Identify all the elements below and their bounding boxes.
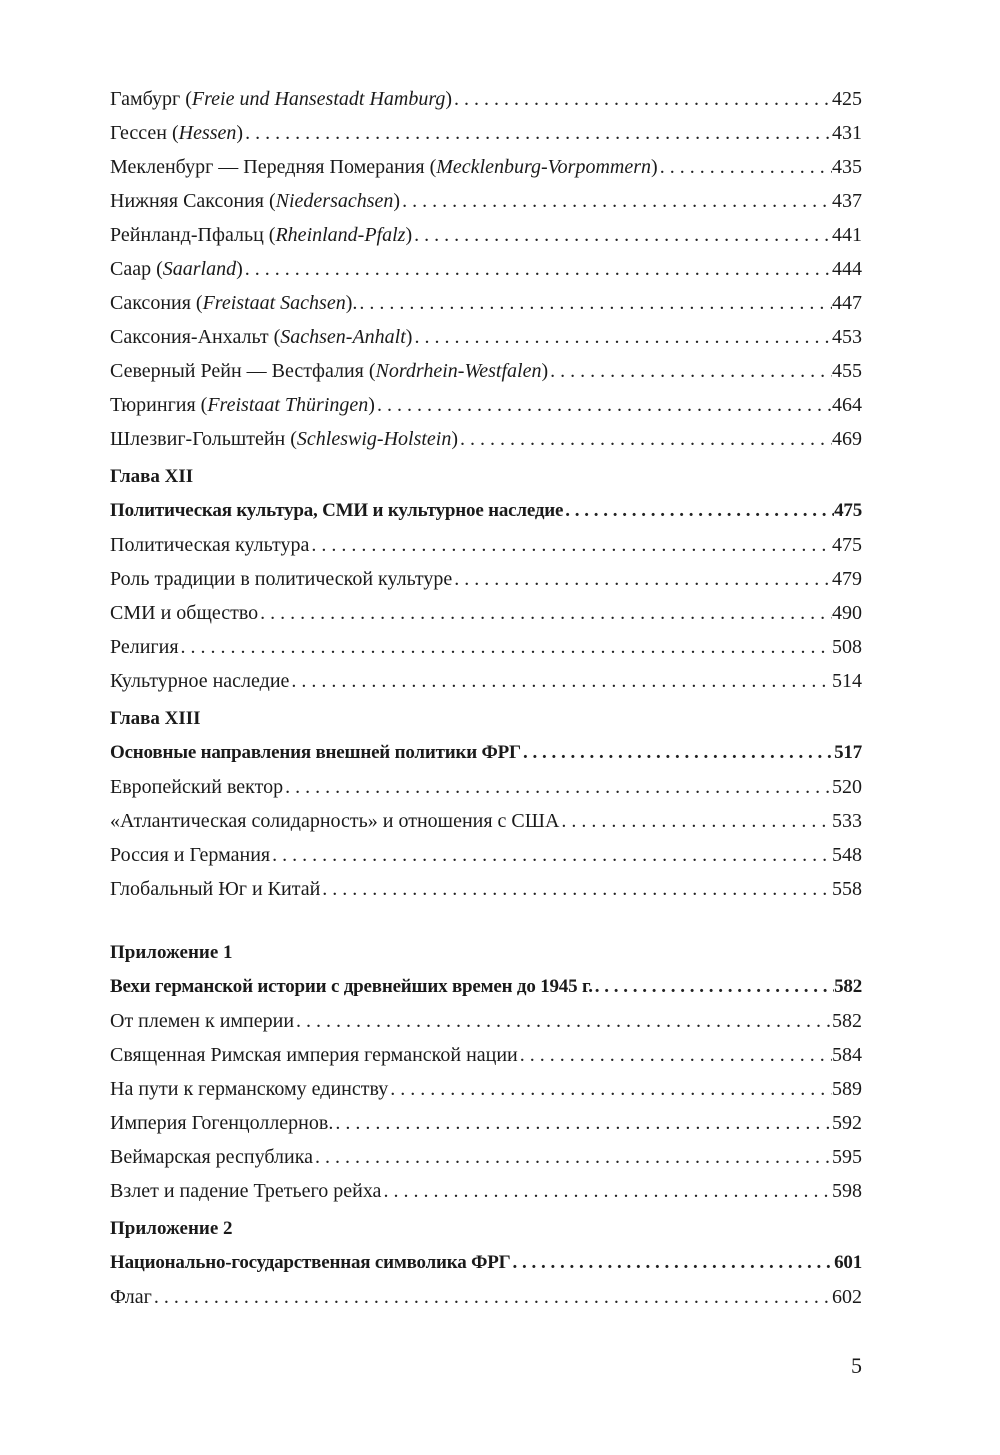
toc-entry-title — [110, 1072, 388, 1106]
toc-entry-title — [110, 838, 270, 872]
entry-original-name: Hessen — [178, 122, 237, 144]
entry-title-close: ) — [405, 224, 413, 246]
section-heading: Глава XII — [110, 466, 194, 487]
toc-page-number: 447 — [832, 292, 862, 314]
entry-original-name: Mecklenburg-Vorpommern — [436, 156, 652, 178]
entry-title-text: Нижняя Саксония ( — [110, 190, 276, 212]
dot-leader — [243, 252, 832, 286]
dot-leader — [320, 872, 832, 906]
toc-entry-title — [110, 970, 593, 1004]
dot-leader — [521, 736, 834, 770]
toc-entry-title — [110, 422, 458, 456]
entry-title-close: ) — [651, 156, 658, 178]
toc-entry — [110, 422, 862, 456]
entry-title-text: Веймарская республика — [110, 1146, 314, 1168]
toc-page-number: 444 — [832, 258, 862, 280]
entry-title-text: Северный Рейн — Вестфалия ( — [110, 360, 376, 382]
entry-title-text: Религия — [110, 636, 179, 658]
toc-entry — [110, 1174, 862, 1208]
section-heading: Приложение 2 — [110, 1218, 233, 1239]
toc-entry — [110, 320, 862, 354]
entry-title-text: Глобальный Юг и Китай — [110, 878, 321, 900]
entry-title-close: ) — [393, 190, 401, 212]
toc-entry — [110, 1106, 862, 1140]
toc-page-number: 490 — [832, 602, 862, 624]
toc-page-number: 548 — [832, 844, 862, 866]
toc-entry — [110, 596, 862, 630]
entry-title-text: От племен к империи — [110, 1010, 295, 1032]
entry-title-text: Основные направления внешней политики ФРГ — [110, 742, 521, 763]
toc-entry-title — [110, 1004, 294, 1038]
toc-entry-title — [110, 218, 412, 252]
dot-leader — [511, 1246, 835, 1280]
toc-chapter-title — [110, 736, 862, 770]
toc-page-number: 425 — [832, 88, 862, 110]
toc-entry-title — [110, 116, 243, 150]
entry-title-text: СМИ и общество — [110, 602, 259, 624]
toc-entry — [110, 388, 862, 422]
entry-title-text: Шлезвиг-Гольштейн ( — [110, 428, 297, 450]
toc-entry-title — [110, 184, 400, 218]
toc-entry — [110, 872, 862, 906]
toc-page-number: 584 — [832, 1044, 862, 1066]
toc-entry-title — [110, 1140, 313, 1174]
dot-leader — [179, 630, 832, 664]
toc-entry-title — [110, 354, 548, 388]
dot-leader — [548, 354, 832, 388]
dot-leader — [283, 770, 832, 804]
toc-page-number: 582 — [834, 976, 862, 997]
toc-entry-title — [110, 320, 412, 354]
toc-entry — [110, 184, 862, 218]
toc-chapter-title — [110, 970, 862, 1004]
entry-title-close: ) — [451, 428, 459, 450]
dot-leader — [452, 562, 832, 596]
entry-title-text: Флаг — [110, 1286, 152, 1308]
toc-entry — [110, 1072, 862, 1106]
dot-leader — [559, 804, 832, 838]
entry-title-text: Роль традиции в политической культуре — [110, 568, 453, 590]
dot-leader — [258, 596, 832, 630]
dot-leader — [658, 150, 832, 184]
toc-entry-title — [110, 664, 289, 698]
toc-page-number: 592 — [832, 1112, 862, 1134]
entry-original-name: Saarland — [162, 258, 237, 280]
toc-entry — [110, 354, 862, 388]
toc-page-number: 479 — [832, 568, 862, 590]
toc-page-number: 533 — [832, 810, 862, 832]
toc-entry — [110, 1038, 862, 1072]
toc-entry-title — [110, 82, 452, 116]
toc-chapter-title — [110, 1246, 862, 1280]
entry-title-text: Культурное наследие — [110, 670, 290, 692]
entry-title-text: Национально-государственная символика ФРГ — [110, 1252, 511, 1273]
toc-page-number: 469 — [832, 428, 862, 450]
toc-entry-title — [110, 528, 309, 562]
toc-page-number: 598 — [832, 1180, 862, 1202]
toc-entry-title — [110, 252, 243, 286]
entry-title-text: Политическая культура — [110, 534, 310, 556]
toc-page-number: 475 — [834, 500, 862, 521]
toc-page-number: 453 — [832, 326, 862, 348]
entry-title-text: Тюрингия ( — [110, 394, 208, 416]
toc-page-number: 455 — [832, 360, 862, 382]
toc-entry — [110, 838, 862, 872]
table-of-contents — [110, 82, 862, 1314]
entry-title-close: ) — [445, 88, 453, 110]
toc-entry-title — [110, 1280, 152, 1314]
toc-page-number: 517 — [834, 742, 862, 763]
toc-page-number: 589 — [832, 1078, 862, 1100]
dot-leader — [243, 116, 832, 150]
entry-title-text: «Атлантическая солидарность» и отношения с США — [110, 810, 560, 832]
toc-entry — [110, 218, 862, 252]
toc-entry-title — [110, 388, 375, 422]
page-number: 5 — [851, 1353, 862, 1378]
entry-title-text: Европейский вектор — [110, 776, 284, 798]
toc-entry-title — [110, 770, 283, 804]
dot-leader — [458, 422, 832, 456]
toc-entry-title — [110, 630, 179, 664]
entry-original-name: Rheinland-Pfalz — [275, 224, 406, 246]
toc-entry — [110, 1140, 862, 1174]
toc-entry-title — [110, 596, 258, 630]
toc-entry — [110, 664, 862, 698]
entry-original-name: Sachsen-Anhalt — [280, 326, 406, 348]
toc-page-number: 437 — [832, 190, 862, 212]
entry-original-name: Freistaat Thüringen — [207, 394, 369, 416]
dot-leader — [333, 1106, 832, 1140]
toc-entry-title — [110, 1174, 381, 1208]
toc-page-number: 435 — [832, 156, 862, 178]
section-heading: Приложение 1 — [110, 942, 233, 963]
entry-title-close: ) — [236, 122, 244, 144]
dot-leader — [381, 1174, 832, 1208]
toc-entry — [110, 1280, 862, 1314]
toc-page-number: 520 — [832, 776, 862, 798]
entry-original-name: Freie und Hansestadt Hamburg — [191, 88, 446, 110]
dot-leader — [357, 286, 832, 320]
toc-page-number: 464 — [832, 394, 862, 416]
entry-title-close: ) — [368, 394, 375, 416]
entry-original-name: Nordrhein-Westfalen — [375, 360, 542, 382]
dot-leader — [400, 184, 832, 218]
toc-entry — [110, 630, 862, 664]
toc-page-number: 508 — [832, 636, 862, 658]
dot-leader — [563, 494, 834, 528]
toc-page-number: 514 — [832, 670, 862, 692]
toc-entry-title — [110, 562, 452, 596]
toc-entry — [110, 116, 862, 150]
toc-entry — [110, 528, 862, 562]
dot-leader — [289, 664, 832, 698]
toc-page-number: 431 — [832, 122, 862, 144]
dot-leader — [375, 388, 832, 422]
toc-page-number: 602 — [832, 1286, 862, 1308]
toc-entry — [110, 252, 862, 286]
entry-original-name: Niedersachsen — [275, 190, 394, 212]
entry-title-text: Мекленбург — Передняя Померания ( — [110, 156, 437, 178]
dot-leader — [313, 1140, 832, 1174]
entry-title-text: Политическая культура, СМИ и культурное наследие — [110, 500, 564, 521]
toc-entry-title — [110, 736, 521, 770]
dot-leader — [412, 218, 832, 252]
toc-page-number: 601 — [834, 1252, 862, 1273]
entry-title-text: Рейнланд-Пфальц ( — [110, 224, 276, 246]
toc-entry-title — [110, 150, 658, 184]
toc-entry-title — [110, 1246, 511, 1280]
dot-leader — [294, 1004, 832, 1038]
toc-page-number: 582 — [832, 1010, 862, 1032]
section-heading: Глава XIII — [110, 708, 201, 729]
dot-leader — [309, 528, 832, 562]
toc-chapter-title — [110, 494, 862, 528]
entry-title-text: Россия и Германия — [110, 844, 271, 866]
dot-leader — [452, 82, 832, 116]
toc-entry-title — [110, 286, 357, 320]
toc-entry-title — [110, 1106, 333, 1140]
dot-leader — [388, 1072, 832, 1106]
toc-entry-title — [110, 494, 563, 528]
entry-title-text: Священная Римская империя германской нации — [110, 1044, 518, 1066]
entry-title-text: Саксония ( — [110, 292, 203, 314]
toc-entry — [110, 804, 862, 838]
toc-page-number: 441 — [832, 224, 862, 246]
entry-title-text: Взлет и падение Третьего рейха — [110, 1180, 382, 1202]
toc-page-number: 475 — [832, 534, 862, 556]
entry-title-text: Вехи германской истории с древнейших времен до 1945 г. — [110, 976, 593, 997]
toc-entry — [110, 82, 862, 116]
entry-title-text: На пути к германскому единству — [110, 1078, 389, 1100]
entry-original-name: Freistaat Sachsen — [202, 292, 346, 314]
toc-entry-title — [110, 1038, 518, 1072]
toc-entry — [110, 770, 862, 804]
entry-title-close: ) — [405, 326, 413, 348]
dot-leader — [518, 1038, 832, 1072]
entry-title-text: Империя Гогенцоллернов. — [110, 1112, 334, 1134]
toc-entry — [110, 562, 862, 596]
entry-title-text: Саар ( — [110, 258, 163, 280]
entry-title-text: Саксония-Анхальт ( — [110, 326, 281, 348]
toc-page-number: 595 — [832, 1146, 862, 1168]
toc-entry-title — [110, 804, 559, 838]
dot-leader — [152, 1280, 832, 1314]
entry-title-text: Гессен ( — [110, 122, 179, 144]
entry-title-close: ). — [345, 292, 358, 314]
toc-entry — [110, 1004, 862, 1038]
entry-title-text: Гамбург ( — [110, 88, 192, 110]
dot-leader — [270, 838, 832, 872]
entry-original-name: Schleswig-Holstein — [296, 428, 452, 450]
toc-entry-title — [110, 872, 320, 906]
dot-leader — [593, 970, 834, 1004]
entry-title-close: ) — [541, 360, 549, 382]
toc-page-number: 558 — [832, 878, 862, 900]
dot-leader — [412, 320, 832, 354]
toc-entry — [110, 150, 862, 184]
toc-entry — [110, 286, 862, 320]
entry-title-close: ) — [236, 258, 243, 280]
